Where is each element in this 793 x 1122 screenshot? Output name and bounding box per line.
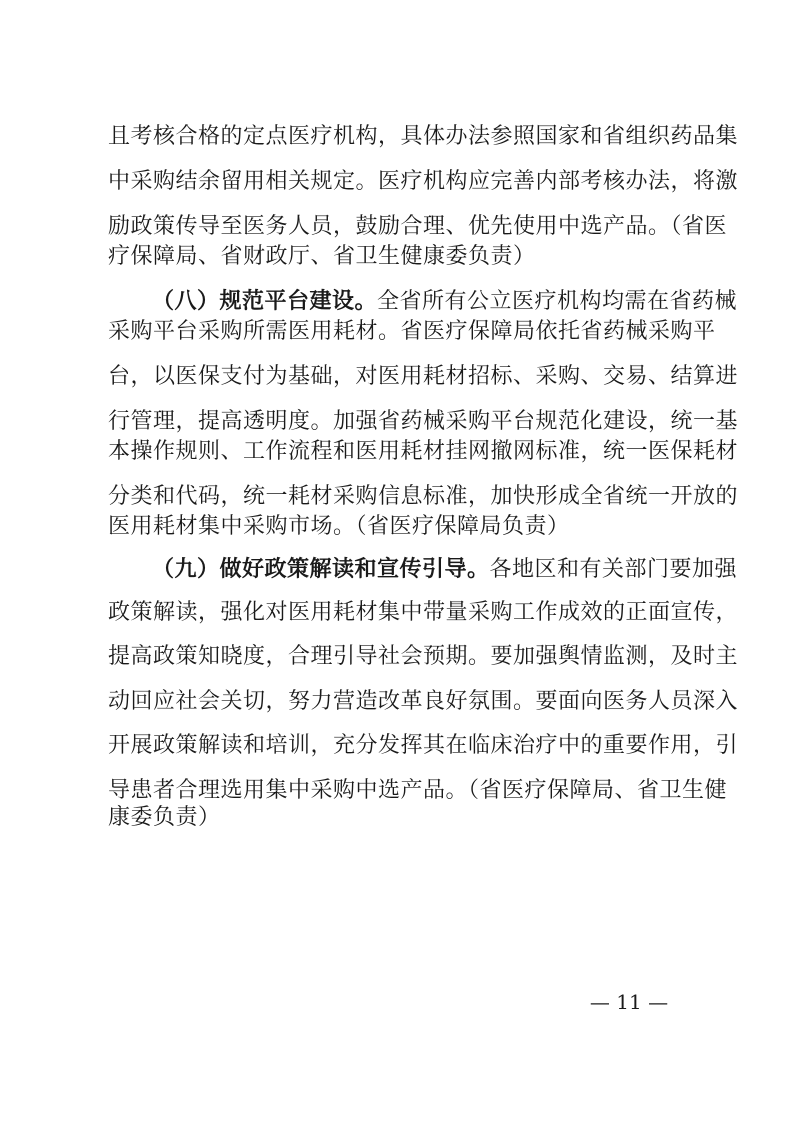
section-eight-first-line [152,287,738,317]
paragraph-line: 台，以医保支付为基础，对医用耗材招标、采购、交易、结算进 [108,364,739,389]
paragraph-line: 中采购结余留用相关规定。医疗机构应完善内部考核办法，将激 [108,169,739,194]
paragraph-line: 康委负责） [108,805,221,830]
paragraph-line: 医用耗材集中采购市场。（省医疗保障局负责） [108,514,570,539]
page-number: — 11 — [589,990,669,1014]
paragraph-line: 政策解读，强化对医用耗材集中带量采购工作成效的正面宣传， [108,600,739,625]
section-eight-first-line-text: 全省所有公立医疗机构均需在省药械 [377,289,738,314]
paragraph-line: 提高政策知晓度，合理引导社会预期。要加强舆情监测，及时主 [108,644,739,669]
paragraph-line: 动回应社会关切，努力营造改革良好氛围。要面向医务人员深入 [108,689,739,714]
paragraph-line: 且考核合格的定点医疗机构，具体办法参照国家和省组织药品集 [108,124,739,149]
paragraph-line: 行管理，提高透明度。加强省药械采购平台规范化建设，统一基 [108,409,739,434]
paragraph-line: 开展政策解读和培训，充分发挥其在临床治疗中的重要作用，引 [108,733,739,758]
paragraph-line: 疗保障局、省财政厅、省卫生健康委负责） [108,244,536,269]
paragraph-line: 励政策传导至医务人员，鼓励合理、优先使用中选产品。（省医 [108,214,728,239]
section-nine-first-line [152,555,738,585]
section-nine-heading: （九）做好政策解读和宣传引导。 [152,557,490,582]
paragraph-line: 采购平台采购所需医用耗材。省医疗保障局依托省药械采购平 [108,319,716,344]
paragraph-line: 本操作规则、工作流程和医用耗材挂网撤网标准，统一医保耗材 [108,439,739,464]
paragraph-line: 分类和代码，统一耗材采购信息标准，加快形成全省统一开放的 [108,484,739,509]
section-eight-heading: （八）规范平台建设。 [152,289,378,314]
paragraph-line: 导患者合理选用集中采购中选产品。（省医疗保障局、省卫生健 [108,778,728,803]
section-nine-first-line-text: 各地区和有关部门要加强 [489,557,738,582]
